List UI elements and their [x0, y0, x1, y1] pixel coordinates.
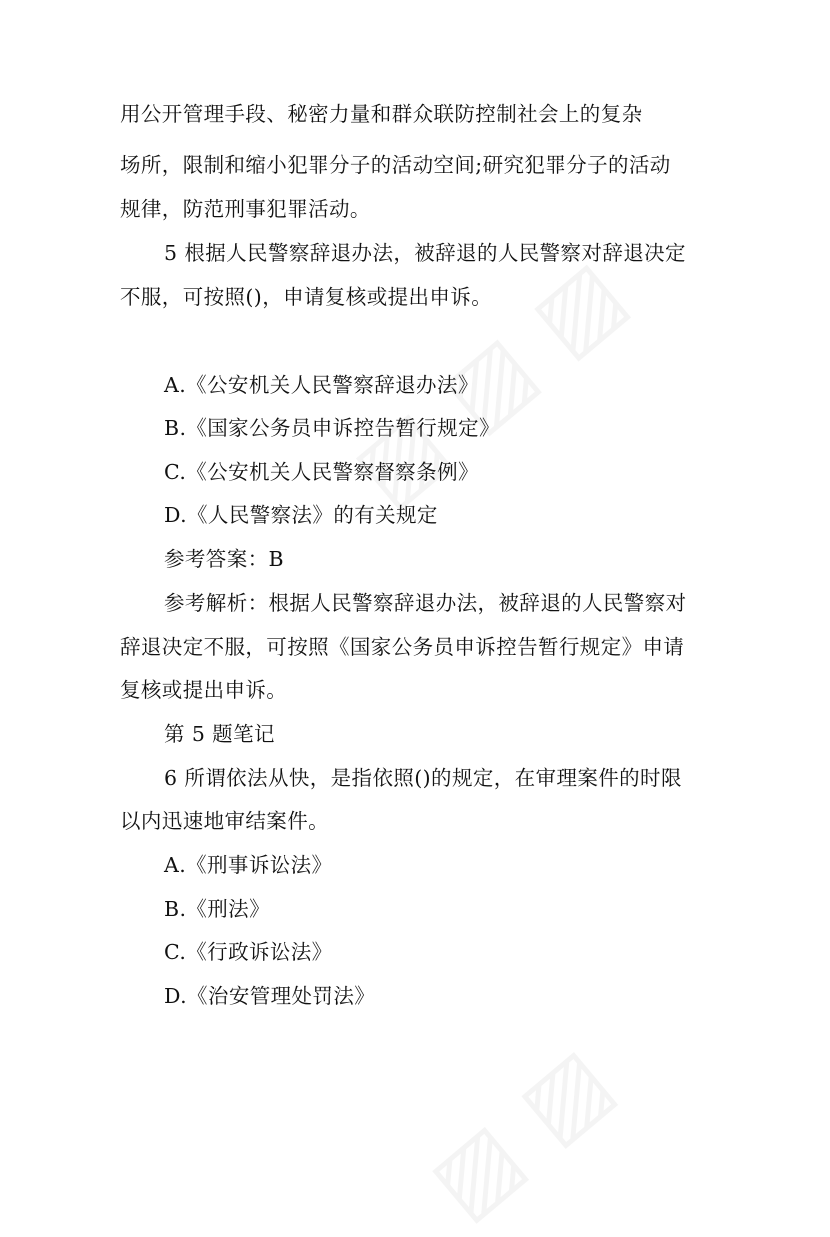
question-stem: 不服，可按照()，申请复核或提出申诉。	[120, 285, 493, 309]
analysis-line: 参考解析：根据人民警察辞退办法，被辞退的人民警察对	[164, 591, 687, 615]
option-a: A.《公安机关人民警察辞退办法》	[164, 373, 479, 397]
question-stem: 5 根据人民警察辞退办法，被辞退的人民警察对辞退决定	[164, 241, 686, 265]
question-notes: 第 5 题笔记	[164, 722, 275, 746]
analysis-line: 辞退决定不服，可按照《国家公务员申诉控告暂行规定》申请	[120, 635, 685, 659]
question-stem: 以内迅速地审结案件。	[120, 809, 329, 833]
analysis-line: 复核或提出申诉。	[120, 678, 288, 702]
option-a: A.《刑事诉讼法》	[164, 853, 333, 877]
question-stem: 6 所谓依法从快，是指依照()的规定，在审理案件的时限	[164, 766, 682, 790]
paragraph-line: 规律，防范刑事犯罪活动。	[120, 197, 371, 221]
option-b: B.《国家公务员申诉控告暂行规定》	[164, 416, 500, 440]
option-c: C.《行政诉讼法》	[164, 940, 333, 964]
option-d: D.《治安管理处罚法》	[164, 984, 376, 1008]
watermark	[410, 1028, 632, 1237]
option-b: B.《刑法》	[164, 897, 270, 921]
reference-answer: 参考答案：B	[164, 547, 284, 571]
paragraph-line: 场所，限制和缩小犯罪分子的活动空间;研究犯罪分子的活动	[120, 153, 671, 177]
option-c: C.《公安机关人民警察督察条例》	[164, 460, 479, 484]
option-d: D.《人民警察法》的有关规定	[164, 503, 438, 527]
paragraph-line: 用公开管理手段、秘密力量和群众联防控制社会上的复杂	[120, 102, 643, 126]
